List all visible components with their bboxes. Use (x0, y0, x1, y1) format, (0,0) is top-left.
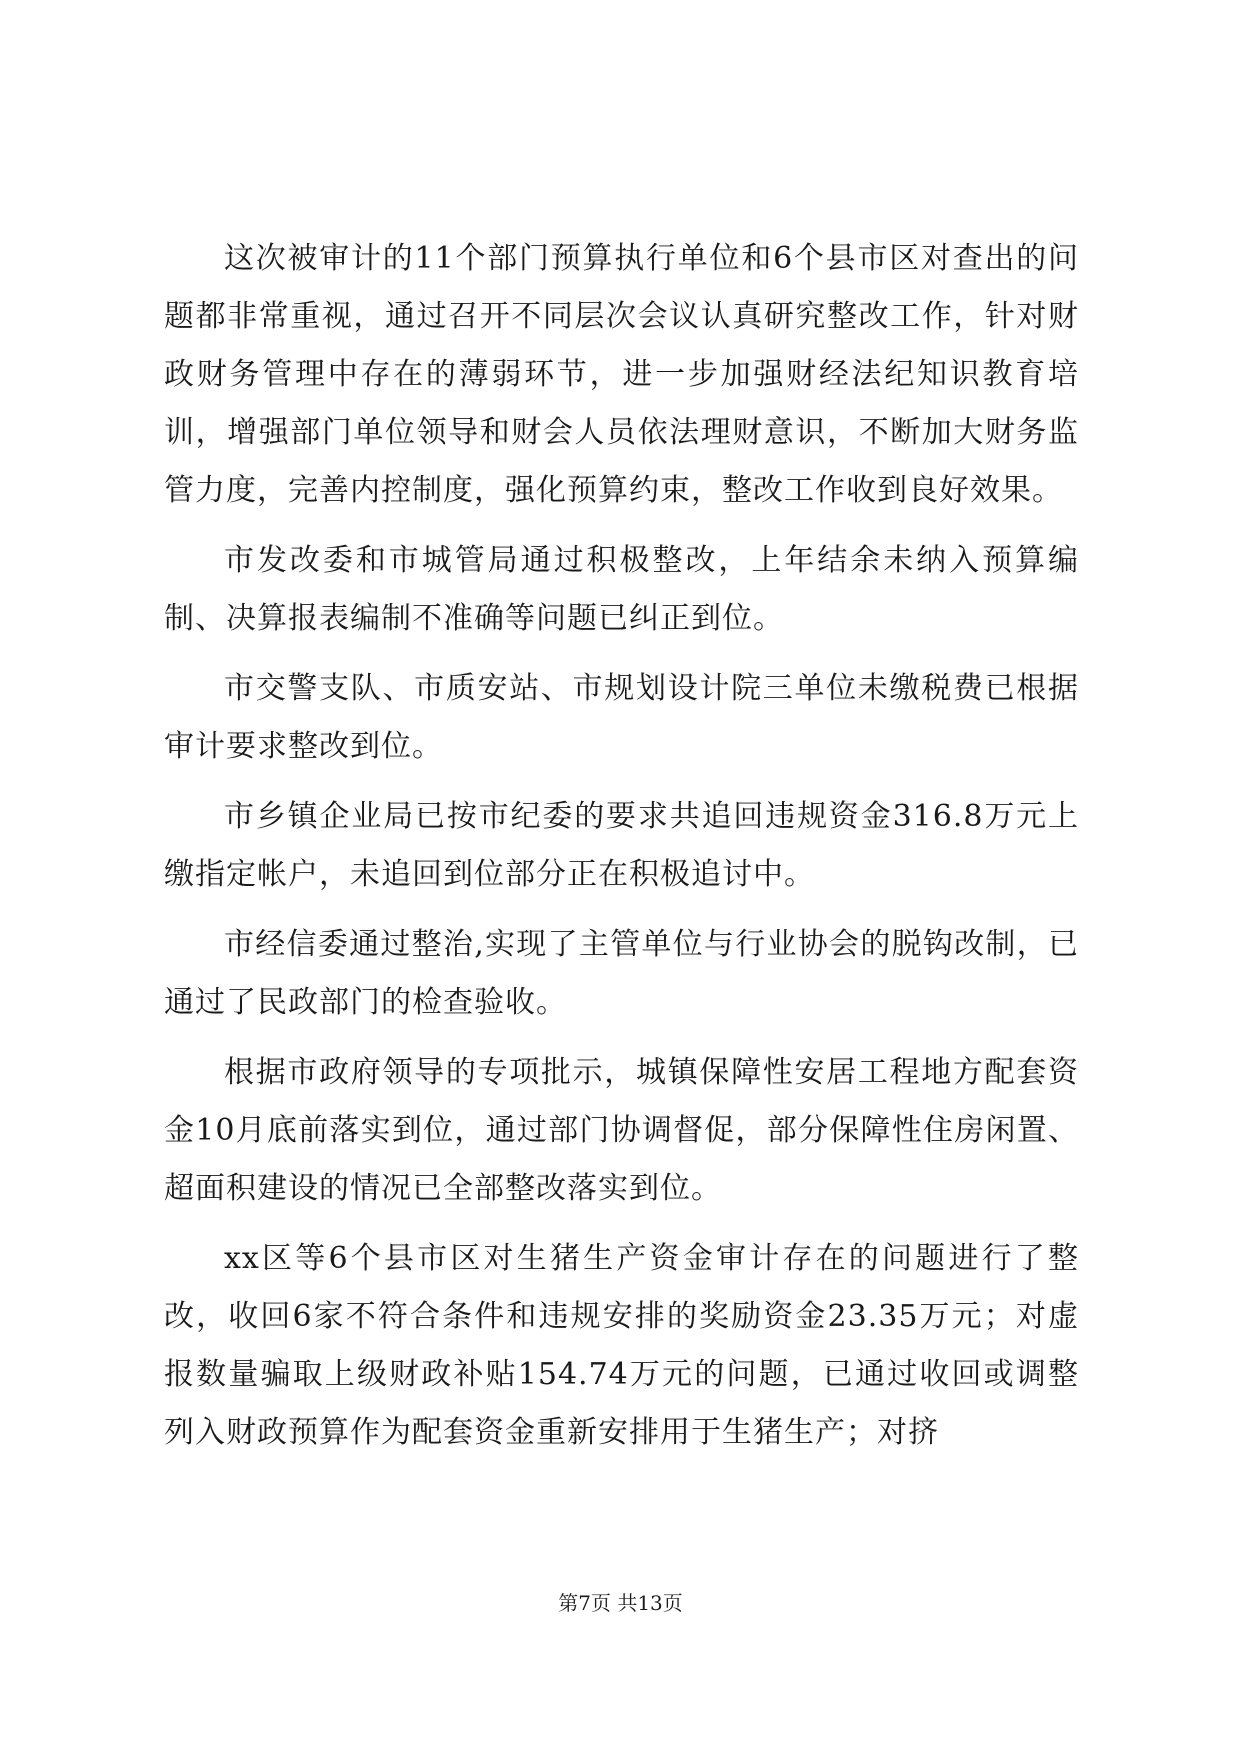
paragraph-7: xx区等6个县市区对生猪生产资金审计存在的问题进行了整改，收回6家不符合条件和违规安排的奖励资金23.35万元；对虚报数量骗取上级财政补贴154.74万元的问题，已通过收回或调整列入财政预算作为配套资金重新安排用于生猪生产；对挤 (164, 1241, 1079, 1450)
paragraph-2: 市发改委和市城管局通过积极整改，上年结余未纳入预算编制、决算报表编制不准确等问题已纠正到位。 (164, 543, 1079, 636)
page-number-label: 第7页 共13页 (558, 1591, 683, 1615)
page-footer (0, 1588, 1241, 1618)
paragraph-5: 市经信委通过整治,实现了主管单位与行业协会的脱钩改制，已通过了民政部门的检查验收。 (164, 927, 1079, 1020)
paragraph-4: 市乡镇企业局已按市纪委的要求共追回违规资金316.8万元上缴指定帐户，未追回到位部分正在积极追讨中。 (164, 799, 1079, 892)
paragraph-1: 这次被审计的11个部门预算执行单位和6个县市区对查出的问题都非常重视，通过召开不同层次会议认真研究整改工作，针对财政财务管理中存在的薄弱环节，进一步加强财经法纪知识教育培训，增强部门单位领导和财会人员依法理财意识，不断加大财务监管力度，完善内控制度，强化预算约束，整改工作收到良好效果。 (164, 241, 1079, 508)
paragraph-6: 根据市政府领导的专项批示，城镇保障性安居工程地方配套资金10月底前落实到位，通过部门协调督促，部分保障性住房闲置、超面积建设的情况已全部整改落实到位。 (164, 1055, 1079, 1206)
paragraph-3: 市交警支队、市质安站、市规划设计院三单位未缴税费已根据审计要求整改到位。 (164, 671, 1079, 764)
document-body (164, 230, 1079, 1474)
